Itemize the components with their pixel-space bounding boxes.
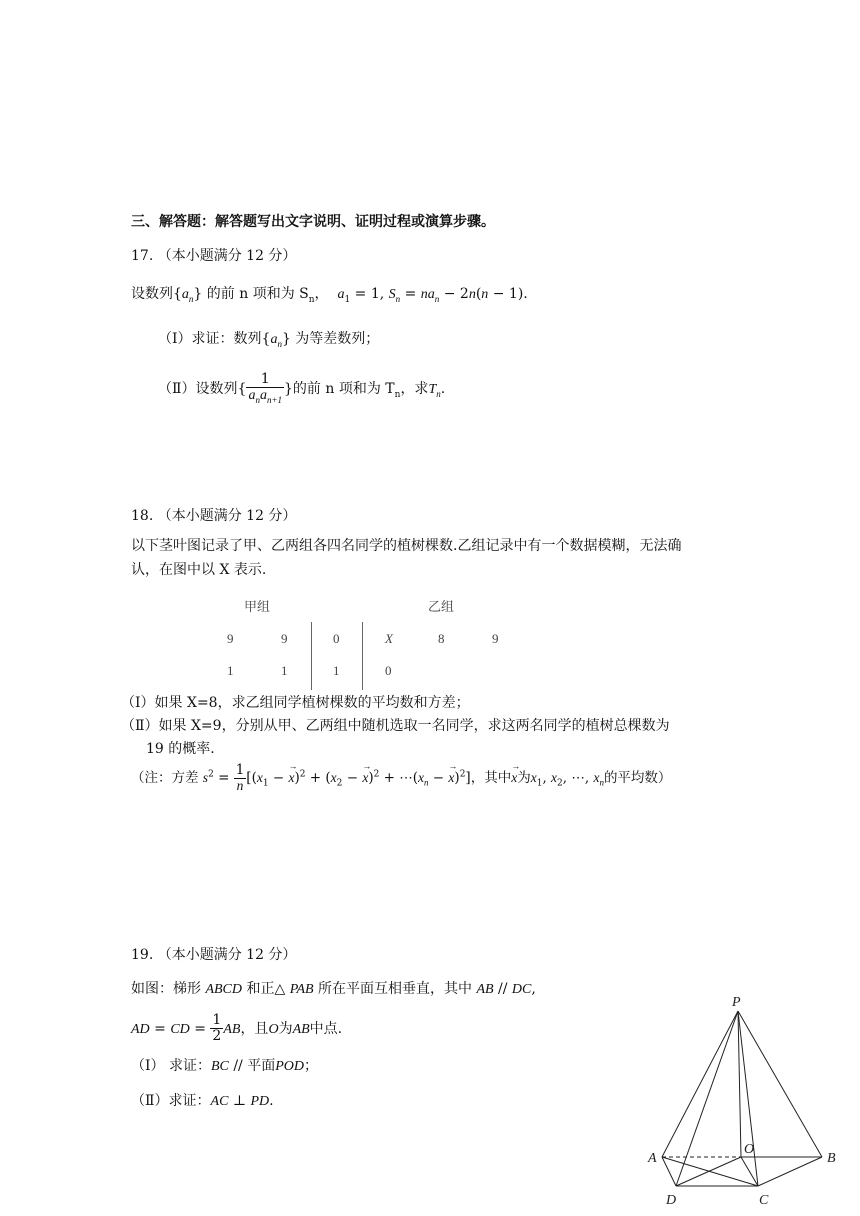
stemleaf-left-label: 甲组	[244, 599, 271, 614]
label-A: A	[648, 1151, 657, 1166]
label-C: C	[759, 1193, 769, 1208]
label-B: B	[827, 1151, 836, 1166]
q17-header: 17. （本小题满分 12 分）	[131, 248, 297, 264]
q19-stem-line2: AD = CD = $\frac{1}{2}$ AB，且O为AB中点.	[131, 1012, 343, 1045]
q17-stem: 设数列$\{a_n\}$ 的前 n 项和为 $S_n$， $a_1 = 1$, $S_n = na_n - 2n(n - 1)$.	[131, 286, 528, 305]
stemleaf-stem: 1	[333, 663, 340, 678]
q18-stem-line2: 认，在图中以 X 表示.	[131, 562, 267, 578]
q18-part2-line1: （Ⅱ）如果 X=9，分别从甲、乙两组中随机选取一名同学，求这两名同学的植树总棵数为	[121, 718, 670, 734]
edge-PD	[676, 1011, 738, 1186]
q18-part1: （Ⅰ）如果 X=8，求乙组同学植树棵数的平均数和方差；	[121, 695, 470, 711]
stemleaf-leaf: 9	[281, 631, 288, 646]
label-D: D	[666, 1193, 677, 1208]
q17-fraction: $\frac{1}{a_na_{n+1}}$	[248, 371, 283, 406]
stemleaf-right-label: 乙组	[428, 599, 455, 614]
label-P: P	[732, 995, 741, 1010]
stemleaf-leaf: 9	[227, 631, 234, 646]
section-heading: 三、解答题：解答题写出文字说明、证明过程或演算步骤。	[131, 214, 495, 230]
segment-DO	[676, 1157, 741, 1186]
edge-CB	[758, 1157, 822, 1186]
pyramid-figure	[640, 990, 850, 1216]
stemleaf-leaf: 1	[281, 663, 288, 678]
stemleaf-leaf: 0	[385, 663, 392, 678]
q19-header: 19. （本小题满分 12 分）	[131, 947, 297, 963]
q19-part1: （Ⅰ） 求证：BC // 平面POD；	[131, 1058, 318, 1074]
q18-part2-line2: 19 的概率.	[146, 741, 215, 757]
stemleaf-leaf: 8	[438, 631, 445, 646]
stemleaf-leaf: 1	[227, 663, 234, 678]
q18-variance-note: （注：方差 $s^2$ = $\frac{1}{n}$ [($x_1$ − → $x)^2 + (x_2$ − → $x)^2 + \cdots(x_n$ − → x)$^2$]，其中→ x为$x_1$, $x_2$, ⋯, $x_n$的平均数）	[131, 763, 671, 794]
q18-header: 18. （本小题满分 12 分）	[131, 508, 297, 524]
edge-PC	[738, 1011, 758, 1186]
q19-part2: （Ⅱ）求证：AC ⊥ PD.	[131, 1093, 274, 1109]
stemleaf-stem: 0	[333, 631, 340, 646]
stemleaf-left-divider	[311, 622, 312, 690]
stemleaf-right-divider	[362, 622, 363, 690]
q17-part1: （Ⅰ）求证：数列$\{a_n\}$ 为等差数列；	[158, 331, 380, 349]
q19-stem-line1: 如图：梯形 ABCD 和正△ PAB 所在平面互相垂直，其中 AB // DC,	[131, 981, 536, 997]
edge-AD	[662, 1157, 676, 1186]
stemleaf-leaf: X	[385, 631, 393, 646]
edge-PA	[662, 1011, 738, 1157]
stemleaf-leaf: 9	[492, 631, 499, 646]
q18-stem-line1: 以下茎叶图记录了甲、乙两组各四名同学的植树棵数.乙组记录中有一个数据模糊，无法确	[131, 538, 682, 554]
edge-PB	[738, 1011, 822, 1157]
q17-part2: （Ⅱ）设数列{ $\frac{1}{a_na_{n+1}}$ }的前 n 项和为 $T_n$，求$T_n$.	[158, 371, 446, 406]
label-O: O	[744, 1142, 755, 1157]
